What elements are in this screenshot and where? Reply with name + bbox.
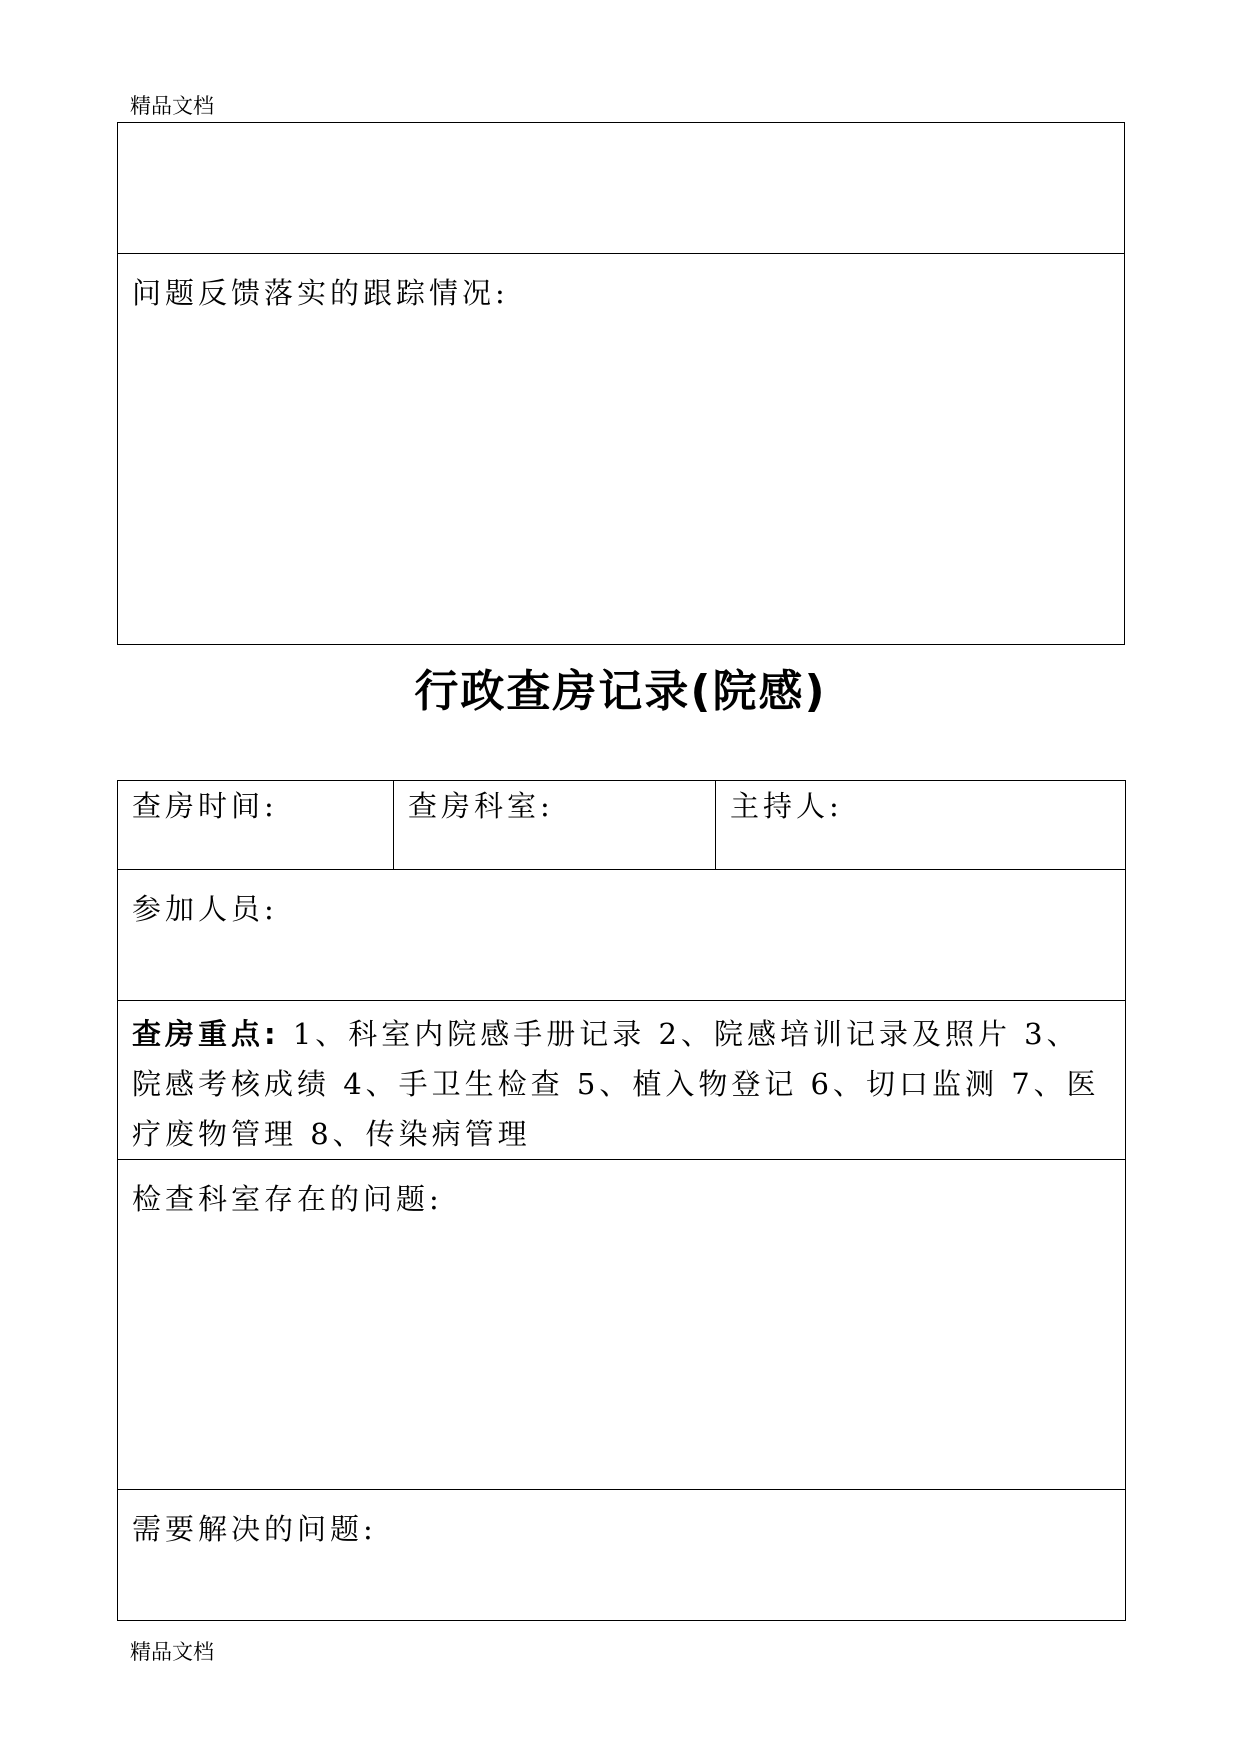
host-label: 主持人:	[730, 789, 843, 823]
top-empty-cell	[118, 123, 1125, 254]
dept-cell[interactable]	[394, 781, 716, 870]
page-header: 精品文档	[130, 94, 214, 118]
focus-cell	[118, 1001, 1126, 1160]
problems-cell[interactable]	[118, 1160, 1126, 1490]
participants-label: 参加人员:	[132, 892, 278, 926]
focus-content	[118, 1001, 1125, 1159]
participants-cell[interactable]	[118, 870, 1126, 1001]
followup-cell[interactable]	[118, 254, 1125, 645]
solve-label: 需要解决的问题:	[132, 1512, 377, 1546]
time-cell[interactable]	[118, 781, 394, 870]
followup-label: 问题反馈落实的跟踪情况:	[132, 276, 509, 310]
problems-label: 检查科室存在的问题:	[132, 1182, 443, 1216]
inspection-record-table	[117, 780, 1126, 1621]
focus-items: 1、科室内院感手册记录 2、院感培训记录及照片 3、院感考核成绩 4、手卫生检查 5、植入物登记 6、切口监测 7、医疗废物管理 8、传染病管理	[132, 1017, 1100, 1151]
page-title: 行政查房记录(院感)	[414, 666, 827, 717]
page-footer: 精品文档	[130, 1640, 214, 1664]
followup-table	[117, 122, 1125, 645]
dept-label: 查房科室:	[408, 789, 554, 823]
time-label: 查房时间:	[132, 789, 278, 823]
host-cell[interactable]	[716, 781, 1126, 870]
focus-label: 查房重点:	[132, 1017, 280, 1051]
solve-cell[interactable]	[118, 1490, 1126, 1621]
